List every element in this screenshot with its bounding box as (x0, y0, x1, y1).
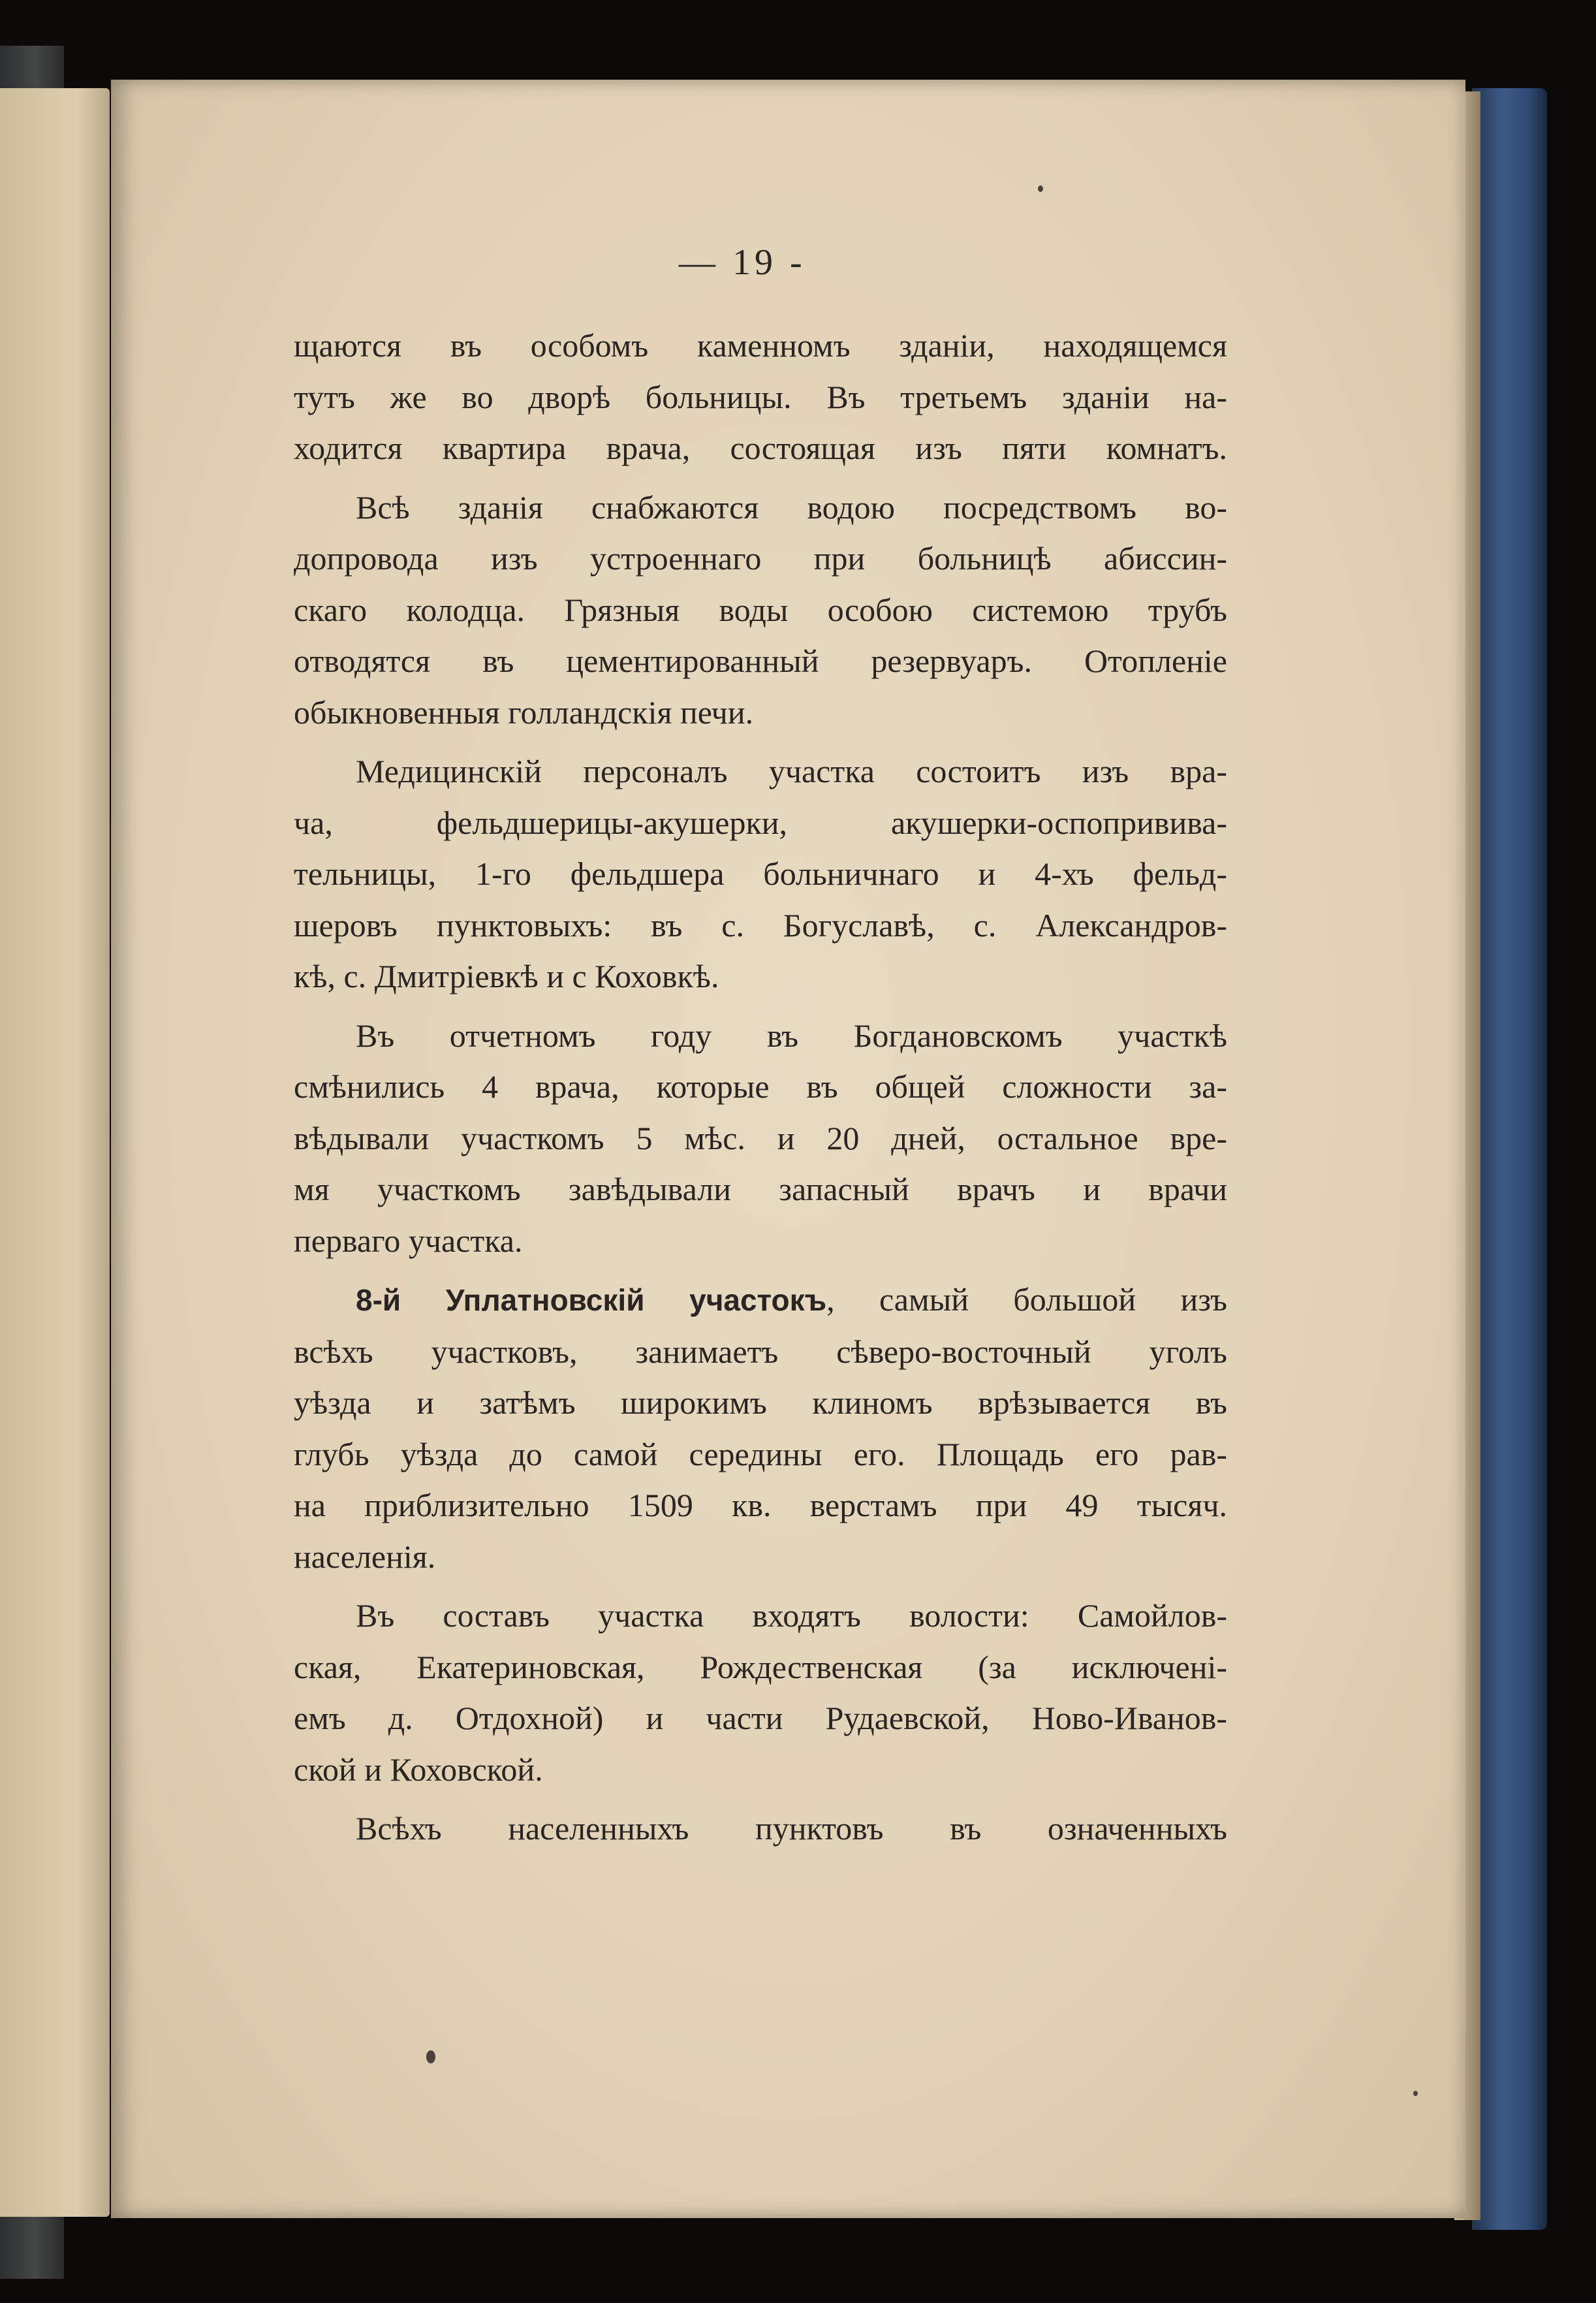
text-line: Медицинскій персоналъ участка состоитъ изъ вра- (356, 753, 1227, 789)
text-line: кѣ, с. Дмитріевкѣ и с Коховкѣ. (294, 958, 719, 994)
heading-line-rest: , самый большой изъ (826, 1281, 1227, 1318)
text-line: Въ составъ участка входятъ волости: Самойлов- (356, 1597, 1227, 1634)
text-line: шеровъ пунктовыхъ: въ с. Богуславѣ, с. Александров- (294, 906, 1227, 944)
text-line: смѣнились 4 врача, которые въ общей сложности за- (294, 1068, 1227, 1105)
text-line: допровода изъ устроеннаго при больницѣ абиссин- (294, 540, 1227, 577)
text-line: всѣхъ участковъ, занимаетъ сѣверо-восточный уголъ (294, 1333, 1227, 1370)
text-line: мя участкомъ завѣдывали запасный врачъ и врачи (294, 1171, 1227, 1207)
text-line: скаго колодца. Грязныя воды особою системою трубъ (294, 591, 1227, 628)
text-line (294, 1274, 1227, 1326)
text-line: ской и Коховской. (294, 1751, 543, 1788)
paragraph (294, 320, 1227, 474)
book-cover-right (1472, 88, 1547, 2230)
text-line: щаются въ особомъ каменномъ зданіи, находящемся (294, 327, 1227, 364)
text-line: отводятся въ цементированный резервуаръ. Отопленіе (294, 643, 1227, 679)
facing-page-edge (0, 88, 110, 2217)
text-line: емъ д. Отдохной) и части Рудаевской, Ново-Иванов- (294, 1700, 1227, 1736)
text-line: обыкновенныя голландскія печи. (294, 693, 754, 731)
paper-speck (1413, 2091, 1418, 2096)
section-heading: 8-й Уплатновскій участокъ (356, 1283, 827, 1317)
text-line: ча, фельдшерицы-акушерки, акушерки-оспопривива- (294, 804, 1227, 841)
text-line: тутъ же во дворѣ больницы. Въ третьемъ зданіи на- (294, 378, 1227, 415)
paragraph (294, 1010, 1227, 1267)
text-line: уѣзда и затѣмъ широкимъ клиномъ врѣзывается въ (294, 1384, 1227, 1421)
paragraph (294, 1590, 1227, 1795)
text-line: тельницы, 1-го фельдшера больничнаго и 4-хъ фельд- (294, 855, 1227, 892)
text-line: ходится квартира врача, состоящая изъ пяти комнатъ. (294, 430, 1227, 466)
paragraph (294, 1274, 1227, 1582)
text-line: Всѣ зданія снабжаются водою посредствомъ во- (356, 488, 1227, 526)
paragraph (294, 1803, 1227, 1854)
text-line: перваго участка. (294, 1222, 523, 1259)
text-line: населенія. (294, 1538, 436, 1575)
text-line: Всѣхъ населенныхъ пунктовъ въ означенныхъ (356, 1810, 1227, 1847)
text-line: ская, Екатериновская, Рождественская (за исключені- (294, 1648, 1227, 1685)
body-text (294, 320, 1227, 1854)
text-line: вѣдывали участкомъ 5 мѣс. и 20 дней, остальное вре- (294, 1119, 1227, 1156)
page-number: — 19 - (679, 242, 806, 283)
text-line: на приблизительно 1509 кв. верстамъ при 49 тысяч. (294, 1487, 1227, 1523)
paper-speck (426, 2050, 435, 2063)
text-line: глубь уѣзда до самой середины его. Площадь его рав- (294, 1435, 1227, 1472)
paragraph (294, 482, 1227, 739)
paragraph (294, 746, 1227, 1002)
text-line: Въ отчетномъ году въ Богдановскомъ участкѣ (356, 1017, 1227, 1054)
paper-speck (1038, 185, 1043, 192)
